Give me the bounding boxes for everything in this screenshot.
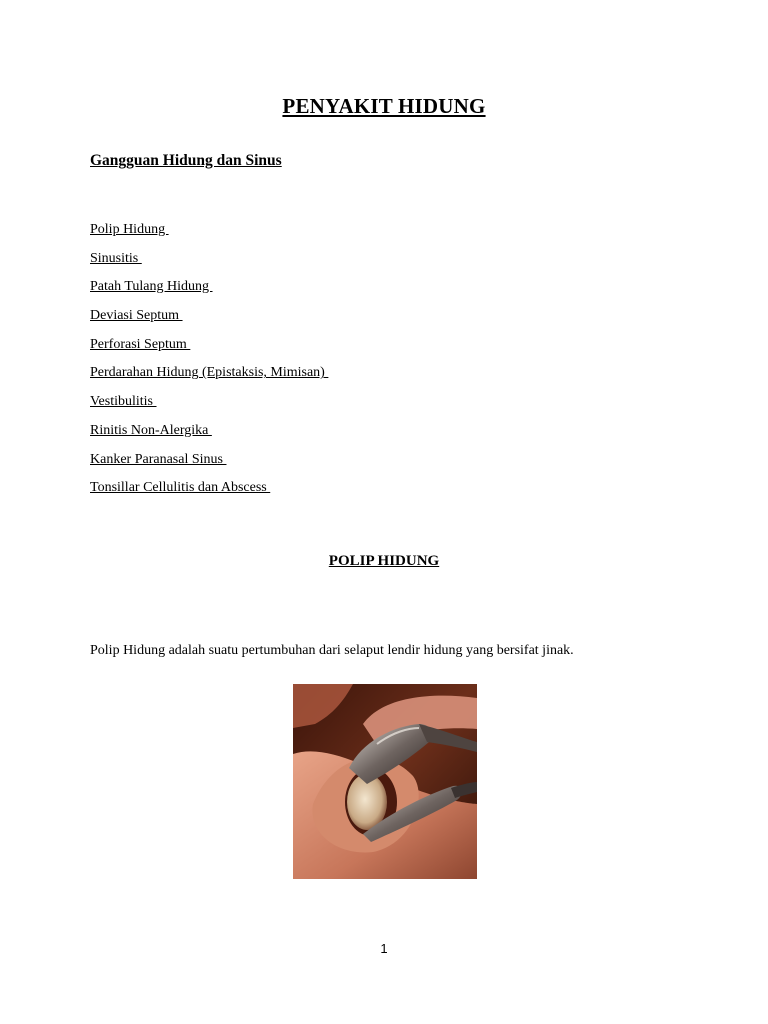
topic-link-polip-hidung[interactable]: Polip Hidung (90, 222, 169, 237)
list-item (90, 478, 328, 507)
topic-link-kanker-paranasal-sinus[interactable]: Kanker Paranasal Sinus (90, 451, 227, 467)
list-item (90, 450, 328, 479)
list-item (90, 277, 328, 306)
topic-link-perforasi-septum[interactable]: Perforasi Septum (90, 336, 191, 352)
topic-link-patah-tulang-hidung[interactable]: Patah Tulang Hidung (90, 279, 213, 295)
list-item (90, 392, 328, 421)
topic-link-rinitis-non-alergika[interactable]: Rinitis Non-Alergika (90, 422, 212, 438)
nasal-speculum-illustration (293, 684, 477, 879)
polip-hidung-heading: POLIP HIDUNG (328, 553, 440, 569)
list-item (90, 220, 328, 249)
topic-link-deviasi-septum[interactable]: Deviasi Septum (90, 308, 183, 324)
list-item (90, 363, 328, 392)
topic-link-sinusitis[interactable]: Sinusitis (90, 250, 142, 266)
topic-link-vestibulitis[interactable]: Vestibulitis (90, 394, 157, 410)
list-item (90, 335, 328, 364)
page-number: 1 (380, 941, 388, 956)
topic-link-tonsillar-cellulitis[interactable]: Tonsillar Cellulitis dan Abscess (90, 480, 271, 496)
section-heading: Gangguan Hidung dan Sinus (90, 152, 282, 169)
list-item (90, 421, 328, 450)
topic-link-perdarahan-hidung[interactable]: Perdarahan Hidung (Epistaksis, Mimisan) (90, 365, 329, 381)
document-title: PENYAKIT HIDUNG (282, 94, 486, 118)
list-item (90, 306, 328, 335)
nasal-speculum-photo (293, 684, 477, 879)
list-item (90, 249, 328, 278)
topic-list (90, 220, 328, 507)
polip-hidung-definition: Polip Hidung adalah suatu pertumbuhan dari selaput lendir hidung yang bersifat jinak. (90, 643, 574, 658)
